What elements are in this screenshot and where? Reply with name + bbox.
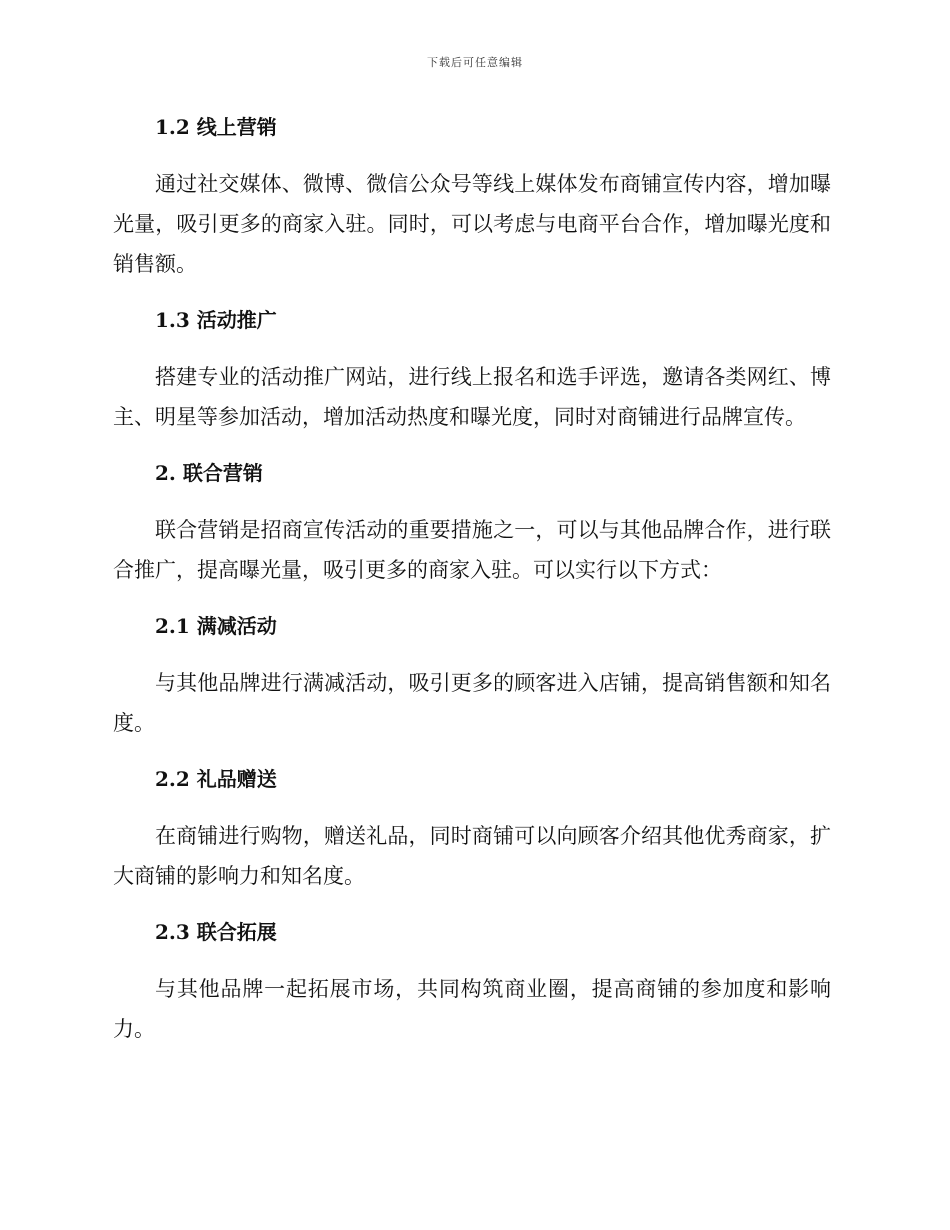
- section-heading: 2.2 礼品赠送: [155, 767, 277, 791]
- section-heading: 2.1 满减活动: [155, 614, 277, 638]
- section-heading: 1.2 线上营销: [155, 115, 277, 139]
- section-heading: 2. 联合营销: [155, 461, 263, 485]
- section-paragraph: 与其他品牌一起拓展市场，共同构筑商业圈，提高商铺的参加度和影响力。: [113, 977, 831, 1041]
- section-paragraph: 联合营销是招商宣传活动的重要措施之一，可以与其他品牌合作，进行联合推广，提高曝光量，吸引更多的商家入驻。可以实行以下方式：: [113, 518, 831, 582]
- section-heading: 1.3 活动推广: [155, 308, 277, 332]
- section-paragraph: 在商铺进行购物，赠送礼品，同时商铺可以向顾客介绍其他优秀商家，扩大商铺的影响力和知名度。: [113, 824, 831, 888]
- section-paragraph: 与其他品牌进行满减活动，吸引更多的顾客进入店铺，提高销售额和知名度。: [113, 671, 831, 735]
- section-paragraph: 通过社交媒体、微博、微信公众号等线上媒体发布商铺宣传内容，增加曝光量，吸引更多的商家入驻。同时，可以考虑与电商平台合作，增加曝光度和销售额。: [113, 172, 831, 276]
- section-paragraph: 搭建专业的活动推广网站，进行线上报名和选手评选，邀请各类网红、博主、明星等参加活动，增加活动热度和曝光度，同时对商铺进行品牌宣传。: [113, 365, 831, 429]
- section-heading: 2.3 联合拓展: [155, 920, 277, 944]
- page-header-note: 下载后可任意编辑: [427, 56, 523, 69]
- document-body: [113, 108, 831, 1049]
